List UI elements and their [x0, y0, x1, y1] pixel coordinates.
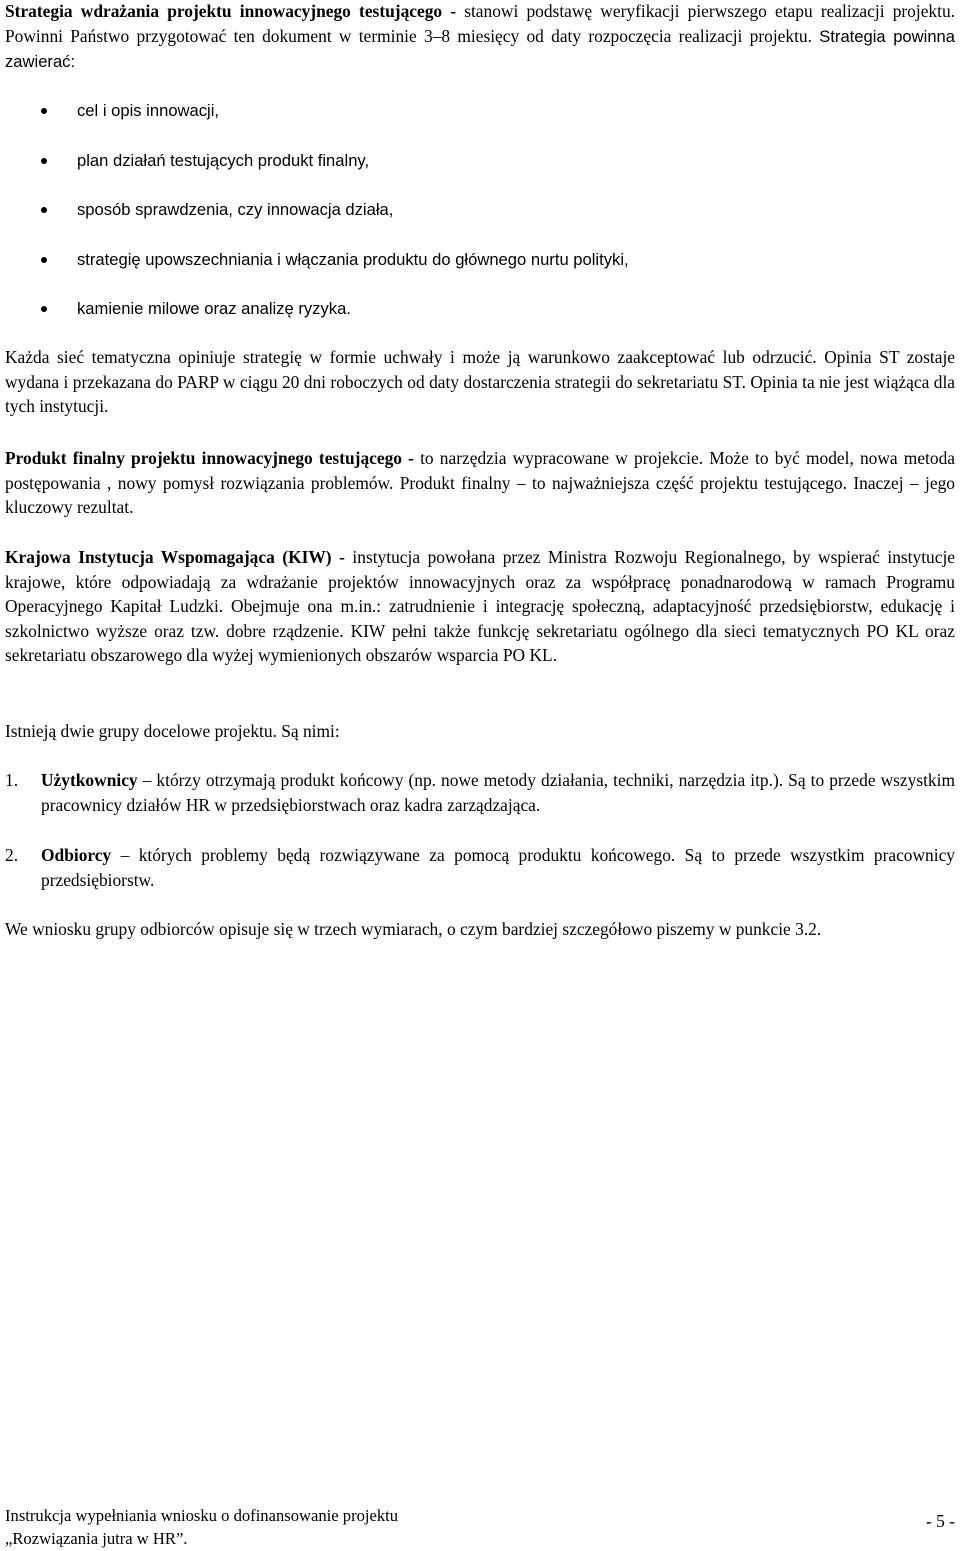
list-number: 2. [5, 845, 19, 865]
final-product-text: to narzędzia wypracowane w projekcie. Może to być model, nowa metoda postępowania , nowy pomysł rozwiązania problemów. Produkt finalny – to najważniejsza część projektu testującego. Inaczej – jego kluczowy rezultat. [5, 448, 955, 517]
list-item [5, 248, 955, 298]
target-group-list-1 [5, 768, 955, 817]
strategy-contents-list [5, 99, 955, 347]
final-product-term: Produkt finalny projektu innowacyjnego testującego - [5, 448, 414, 468]
list-item-text: – którzy otrzymają produkt końcowy (np. nowe metody działania, techniki, narzędzia itp.). Są to przede wszystkim pracownicy działów HR w przedsiębiorstwach oraz kadra zarządzająca. [41, 770, 955, 815]
bullet-icon [41, 207, 47, 213]
list-item-term: Użytkownicy [41, 770, 138, 790]
list-number: 1. [5, 770, 19, 790]
footer-line-2: „Rozwiązania jutra w HR”. [5, 1529, 188, 1548]
target-group-list-2 [5, 843, 955, 892]
list-item [5, 198, 955, 248]
list-item [5, 843, 955, 892]
recipient-dimensions-paragraph: We wniosku grupy odbiorców opisuje się w trzech wymiarach, o czym bardziej szczegółowo piszemy w punkcie 3.2. [5, 919, 822, 939]
strategy-contents-intro: Strategia powinna zawierać: [5, 26, 956, 71]
list-item-text: strategię upowszechniania i włączania produktu do głównego nurtu polityki, [77, 249, 629, 269]
bullet-icon [41, 257, 47, 263]
list-item-term: Odbiorcy [41, 845, 112, 865]
list-item [5, 99, 955, 149]
bullet-icon [41, 306, 47, 312]
kiw-paragraph [5, 545, 955, 668]
strategy-paragraph [5, 0, 955, 75]
list-item-text: cel i opis innowacji, [77, 101, 220, 120]
footer-title [5, 1504, 398, 1550]
kiw-text: instytucja powołana przez Ministra Rozwoju Regionalnego, by wspierać instytucje krajowe, które odpowiadają za wdrażanie projektów innowacyjnych oraz za współpracę ponadnarodową w ramach Programu Operacyjnego Kapitał Ludzki. Obejmuje ona m.in.: zatrudnienie i integrację społeczną, adaptacyjność przedsiębiorstw, edukację i szkolnictwo wyższe oraz tzw. dobre rządzenie. KIW pełni także funkcję sekretariatu ogólnego dla sieci tematycznych PO KL oraz sekretariatu obszarowego dla wyżej wymienionych obszarów wsparcia PO KL. [5, 547, 955, 665]
footer-line-1: Instrukcja wypełniania wniosku o dofinansowanie projektu [5, 1506, 399, 1525]
list-item [5, 768, 955, 817]
bullet-icon [41, 158, 47, 164]
list-item-text: – których problemy będą rozwiązywane za pomocą produktu końcowego. Są to przede wszystkim pracownicy przedsiębiorstw. [41, 845, 955, 890]
kiw-term: Krajowa Instytucja Wspomagająca (KIW) - [5, 547, 345, 567]
list-item-text: plan działań testujących produkt finalny, [77, 150, 370, 170]
list-item [5, 297, 955, 347]
strategy-term: Strategia wdrażania projektu innowacyjnego testującego - [5, 1, 457, 21]
list-item-text: sposób sprawdzenia, czy innowacja działa, [77, 200, 394, 219]
list-item [5, 149, 955, 199]
page-number: - 5 - [926, 1511, 955, 1531]
list-item-text: kamienie milowe oraz analizę ryzyka. [77, 299, 351, 318]
bullet-icon [41, 108, 47, 114]
final-product-paragraph [5, 446, 955, 520]
strategy-text: stanowi podstawę weryfikacji pierwszego etapu realizacji projektu. Powinni Państwo przygotować ten dokument w terminie 3–8 miesięcy od daty rozpoczęcia realizacji projektu. [5, 1, 955, 46]
thematic-network-paragraph: Każda sieć tematyczna opiniuje strategię w formie uchwały i może ją warunkowo zaakceptować lub odrzucić. Opinia ST zostaje wydana i przekazana do PARP w ciągu 20 dni roboczych od daty dostarczenia strategii do sekretariatu ST. Opinia ta nie jest wiążąca dla tych instytucji. [5, 347, 955, 416]
target-groups-intro: Istnieją dwie grupy docelowe projektu. Są nimi: [5, 721, 340, 741]
